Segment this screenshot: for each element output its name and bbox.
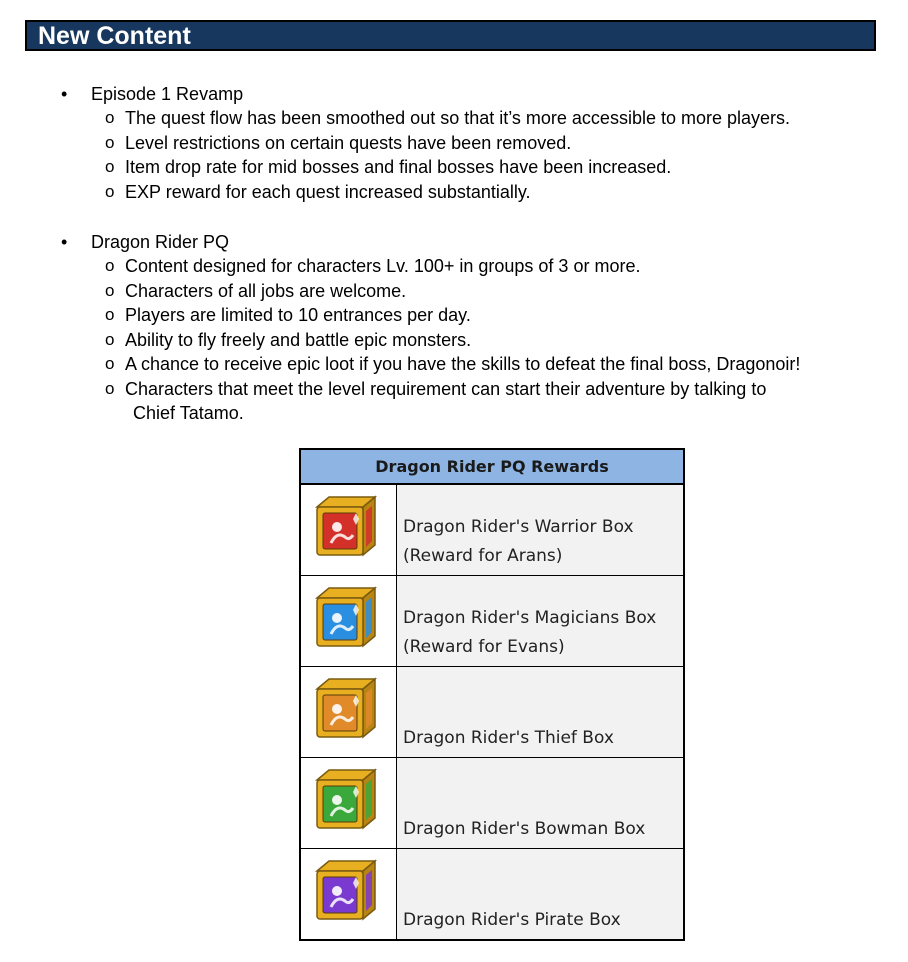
bullet-dot: • [61, 84, 68, 104]
section-title: New Content [38, 22, 191, 50]
reward-text [403, 815, 677, 844]
rewards-table-header: Dragon Rider PQ Rewards [301, 450, 683, 485]
reward-icon-cell [301, 758, 397, 848]
list-item: o EXP reward for each quest increased substantially. [0, 180, 908, 205]
list-item: o Content designed for characters Lv. 100+ in groups of 3 or more. [0, 254, 908, 279]
list-item: o Level restrictions on certain quests have been removed. [0, 131, 908, 156]
list-item: o The quest flow has been smoothed out so that it’s more accessible to more players. [0, 106, 908, 131]
reward-name: Dragon Rider's Magicians Box [403, 608, 657, 628]
circle-marker-icon: o [105, 181, 115, 201]
reward-text [403, 724, 677, 753]
reward-text [403, 604, 677, 662]
bullet-title: Dragon Rider PQ [91, 232, 230, 252]
circle-marker-icon: o [105, 305, 115, 324]
circle-marker-icon: o [105, 354, 115, 373]
circle-marker-icon: o [105, 132, 115, 152]
reward-note: (Reward for Arans) [403, 546, 563, 566]
bullet-dot: • [61, 232, 68, 252]
sub-list [0, 254, 908, 426]
bowman-box-icon [309, 766, 381, 838]
reward-row [301, 667, 683, 758]
warrior-box-icon [309, 493, 381, 565]
bullet-dragon-rider-pq [0, 230, 908, 426]
magician-box-icon [309, 584, 381, 656]
reward-note: (Reward for Evans) [403, 637, 565, 657]
bullet-episode-1-revamp [0, 82, 908, 204]
circle-marker-icon: o [105, 157, 115, 176]
reward-row [301, 758, 683, 849]
sub-list [0, 106, 908, 204]
content-area [0, 82, 908, 426]
reward-row [301, 849, 683, 939]
reward-icon-cell [301, 485, 397, 575]
circle-marker-icon: o [105, 329, 115, 349]
reward-name: Dragon Rider's Warrior Box [403, 517, 634, 537]
pirate-box-icon [309, 857, 381, 929]
reward-name: Dragon Rider's Thief Box [403, 728, 614, 748]
reward-name: Dragon Rider's Pirate Box [403, 910, 621, 930]
circle-marker-icon: o [105, 256, 115, 275]
list-item: o Ability to fly freely and battle epic monsters. [0, 328, 908, 353]
rewards-table [299, 448, 685, 941]
list-item: o Characters of all jobs are welcome. [0, 279, 908, 304]
list-item: o Item drop rate for mid bosses and final bosses have been increased. [0, 155, 908, 180]
reward-icon-cell [301, 576, 397, 666]
reward-icon-cell [301, 849, 397, 939]
thief-box-icon [309, 675, 381, 747]
reward-row [301, 576, 683, 667]
list-item: o A chance to receive epic loot if you have the skills to defeat the final boss, Dragonoir! [0, 352, 908, 377]
list-item: o Characters that meet the level requirement can start their adventure by talking to Chief Tatamo. [105, 378, 767, 423]
list-item: o Players are limited to 10 entrances per day. [0, 303, 908, 328]
section-header [25, 20, 876, 51]
reward-text [403, 513, 677, 571]
reward-text [403, 906, 677, 935]
circle-marker-icon: o [105, 108, 115, 127]
circle-marker-icon: o [105, 378, 115, 398]
circle-marker-icon: o [105, 280, 115, 300]
reward-icon-cell [301, 667, 397, 757]
reward-row [301, 485, 683, 576]
bullet-title: Episode 1 Revamp [91, 84, 244, 104]
reward-name: Dragon Rider's Bowman Box [403, 819, 646, 839]
